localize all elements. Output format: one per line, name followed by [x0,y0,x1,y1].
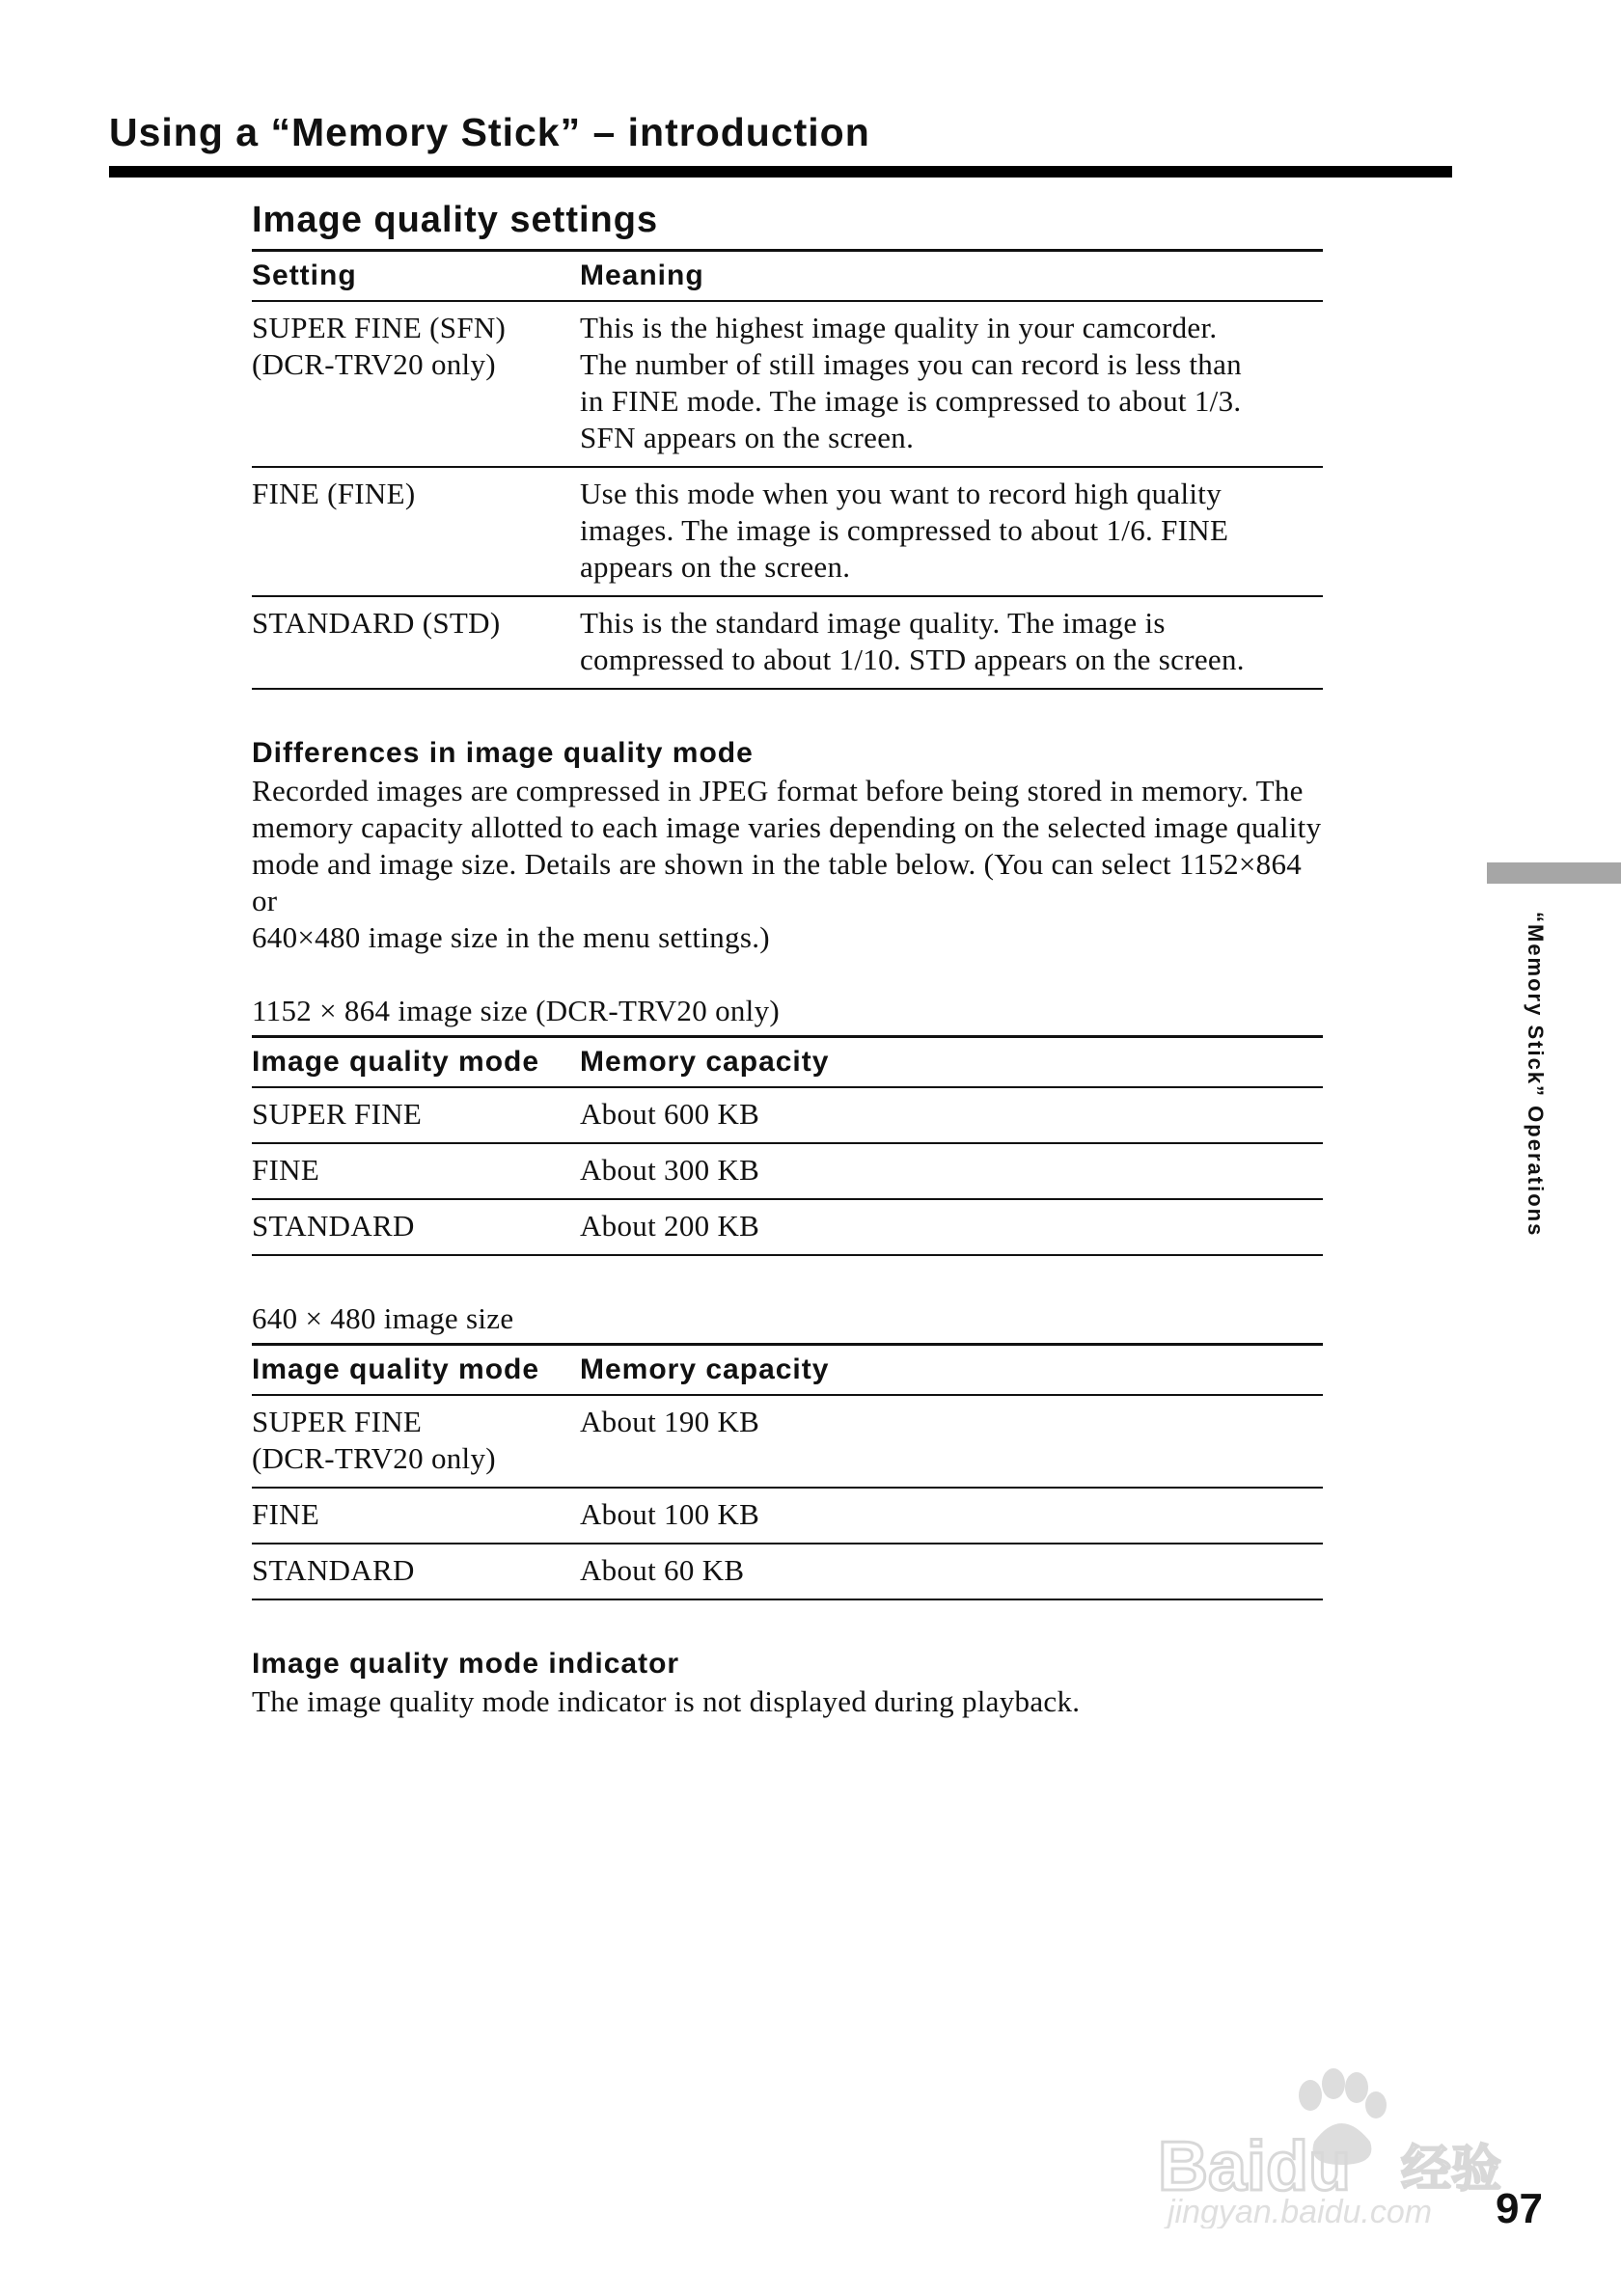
table-row [252,1143,1323,1199]
capacity-cell: About 600 KB [580,1097,760,1131]
column-header-mode: Image quality mode [252,1046,540,1078]
mode-cell: SUPER FINE (DCR-TRV20 only) [252,1405,496,1475]
meaning-cell: Use this mode when you want to record high quality images. The image is compressed to about 1/6. FINE appears on the screen. [580,477,1229,584]
page-header [109,108,1452,178]
settings-table [252,249,1323,690]
watermark-brand: Baidu [1158,2128,1352,2205]
capacity-cell: About 200 KB [580,1209,760,1243]
table-row [252,467,1323,596]
table-row [252,1087,1323,1143]
differences-heading: Differences in image quality mode [252,737,754,769]
mode-cell: STANDARD [252,1209,415,1243]
mode-cell: FINE [252,1497,320,1531]
capacity-table-1152 [252,1035,1323,1256]
header-title: Using a “Memory Stick” – introduction [109,110,870,154]
meaning-cell: This is the highest image quality in your camcorder. The number of still images you can record is less than in FINE mode. The image is compressed to about 1/3. SFN appears on the screen. [580,311,1242,454]
side-section-label: “Memory Stick” Operations [1524,912,1548,1238]
setting-cell: STANDARD (STD) [252,606,501,640]
capacity-cell: About 100 KB [580,1497,760,1531]
table-caption-640: 640 × 480 image size [252,1301,514,1335]
main-content [252,193,1323,1720]
table-caption-1152: 1152 × 864 image size (DCR-TRV20 only) [252,994,781,1027]
capacity-cell: About 300 KB [580,1153,760,1187]
capacity-cell: About 60 KB [580,1553,745,1587]
differences-paragraph: Recorded images are compressed in JPEG format before being stored in memory. The memory capacity allotted to each image varies depending on the selected image quality mode and image size. Details are shown in the table below. (You can select 1152×864 or 640×480 image size in the menu settings.) [252,774,1322,954]
setting-cell: FINE (FINE) [252,477,416,510]
column-header-meaning: Meaning [580,260,704,291]
page-number: 97 [1496,2185,1543,2232]
column-header-capacity: Memory capacity [580,1353,830,1385]
section-title: Image quality settings [252,200,659,240]
capacity-table-640 [252,1343,1323,1600]
table-row [252,301,1323,467]
indicator-heading: Image quality mode indicator [252,1648,680,1680]
watermark-url: jingyan.baidu.com [1168,2194,1433,2228]
column-header-mode: Image quality mode [252,1353,540,1385]
setting-cell: SUPER FINE (SFN) (DCR-TRV20 only) [252,311,507,381]
column-header-capacity: Memory capacity [580,1046,830,1078]
indicator-paragraph: The image quality mode indicator is not displayed during playback. [252,1684,1081,1718]
table-header-row [252,1037,1323,1088]
header-rule [109,166,1452,178]
baidu-jingyan-watermark [1148,2045,1534,2228]
capacity-cell: About 190 KB [580,1405,760,1438]
meaning-cell: This is the standard image quality. The image is compressed to about 1/10. STD appears on the screen. [580,606,1245,676]
watermark-brand-cn: 经验 [1401,2141,1502,2199]
table-row [252,1488,1323,1544]
table-row [252,1544,1323,1599]
column-header-setting: Setting [252,260,357,291]
mode-cell: STANDARD [252,1553,415,1587]
table-row [252,1395,1323,1488]
table-row [252,1199,1323,1255]
table-header-row [252,1345,1323,1396]
table-header-row [252,251,1323,302]
table-row [252,596,1323,689]
mode-cell: SUPER FINE [252,1097,423,1131]
mode-cell: FINE [252,1153,320,1187]
section-tab [1487,862,1621,884]
